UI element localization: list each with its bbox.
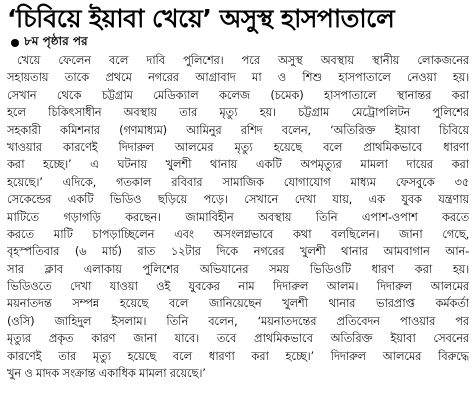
body-line: ভিডিওতে দেখা যাওয়া ওই যুবকের নাম দিদারুল আলম। দিদারুল আলমের [7,279,469,294]
body-line: করতে মাটি চাপড়াচ্ছিলেন এবং অসংলগ্নভাবে কথা বলছিলেন। জানা গেছে, [7,226,469,241]
headline: ‘চিবিয়ে ইয়াবা খেয়ে’ অসুস্থ হাসপাতালে [7,4,395,33]
body-line: করা হচ্ছে।’ এ ঘটনায় খুলশী থানায় একটি অপমৃত্যুর মামলা দায়ের করা [7,157,469,172]
body-line: ময়নাতদন্ত সম্পন্ন হয়েছে বলে জানিয়েছেন খুলশী থানার ভারপ্রাপ্ত কর্মকর্তা [7,296,469,311]
continuation-text: ৮ম পৃষ্ঠার পর [24,34,88,48]
body-line: খেয়ে ফেলেন বলে দাবি পুলিশের। পরে অসুস্থ অবস্থায় স্থানীয় লোকজনের [17,53,469,67]
bullet-icon [11,39,19,47]
body-line: হয়েছে।’ এদিকে, গতকাল রবিবার সামাজিক যোগাযোগ মাধ্যম ফেসবুকে ৩৫ [7,174,469,189]
body-line: সেখান থেকে চট্টগ্রাম মেডিক্যাল কলেজ (চমেক) হাসপাতালে স্থানান্তর করা [7,87,469,102]
body-line: খুন ও মাদক সংক্রান্ত একাধিক মামলা রয়েছে।’ [7,366,206,381]
body-line: বৃহস্পতিবার (৬ মার্চ) রাত ১২টার দিকে নগরের খুলশী থানার আমবাগান আন- [7,244,469,259]
body-line: সার ক্লাব এলাকায় পুলিশের অভিযানের সময় ভিডিওটি ধারণ করা হয়। [7,261,469,276]
body-line: (ওসি) জাহিদুল ইসলাম। তিনি বলেন, ‘ময়নাতদন্তের প্রতিবেদন পাওয়ার পর [7,313,469,328]
body-line: সেকেন্ডের একটি ভিডিও ছড়িয়ে পড়ে। সেখানে দেখা যায়, এক যুবক যন্ত্রণায় [7,192,469,207]
body-line: সহকারী কমিশনার (গণমাধ্যম) আমিনুর রশিদ বলেন, ‘অতিরিক্ত ইয়াবা চিবিয়ে [7,122,469,137]
body-line: মৃত্যুর প্রকৃত কারণ জানা যাবে। তবে প্রাথমিকভাবে অতিরিক্ত ইয়াবা সেবনের [7,331,469,346]
body-line: মাটিতে গড়াগড়ি করছেন। জামাবিহীন অবস্থায় তিনি এপাশ-ওপাশ করতে [7,209,469,224]
body-line: কারণেই তার মৃত্যু হয়েছে বলে ধারণা করা হচ্ছে।’ দিদারুল আলমের বিরুদ্ধে [7,348,469,363]
article-body [7,52,469,382]
body-line: সহায়তায় তাকে প্রথমে নগরের আগ্রাবাদ মা ও শিশু হাসপাতালে নেওয়া হয়। [7,70,469,85]
body-line: খাওয়ার কারণেই দিদারুল আলমের মৃত্যু হয়েছে বলে প্রাথমিকভাবে ধারণা [7,139,469,154]
body-line: হলে চিকিৎসাধীন অবস্থায় তার মৃত্যু হয়। চট্টগ্রাম মেট্রোপলিটন পুলিশের [7,105,469,120]
continuation-marker [11,35,469,51]
